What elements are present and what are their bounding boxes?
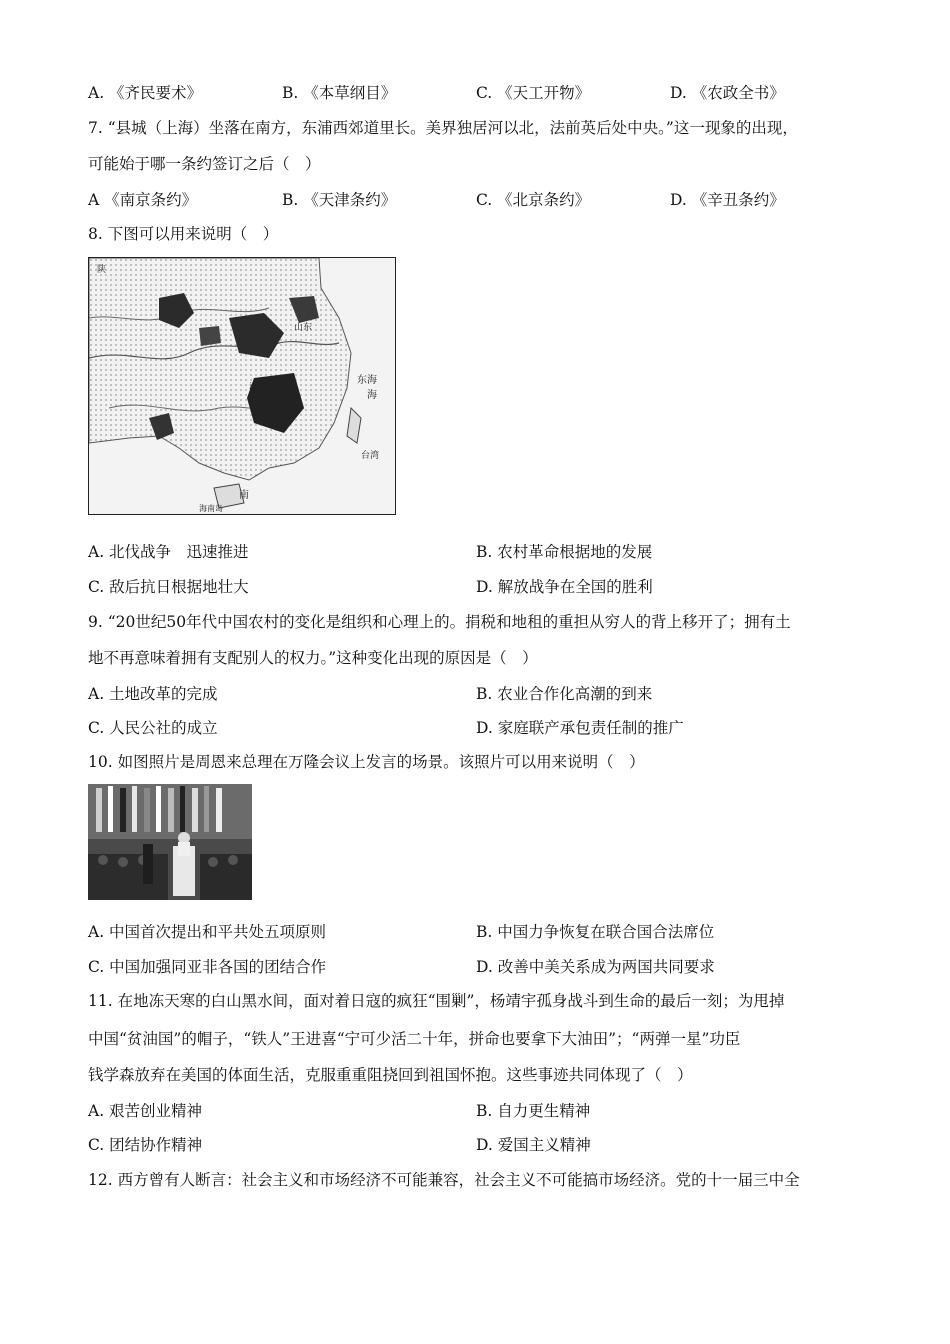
q8-option-d[interactable]: D. 解放战争在全国的胜利 (476, 578, 653, 596)
q6-option-d[interactable]: D. 《农政全书》 (670, 84, 785, 102)
q12-stem-line1: 12. 西方曾有人断言：社会主义和市场经济不可能兼容，社会主义不可能搞市场经济。党的十一届三中全 (88, 1171, 800, 1189)
q9-option-b[interactable]: B. 农业合作化高潮的到来 (476, 685, 653, 703)
q9-stem-line2: 地不再意味着拥有支配别人的权力。”这种变化出现的原因是（ ） (88, 649, 538, 667)
q9-option-a[interactable]: A. 土地改革的完成 (88, 685, 218, 703)
q8-option-c[interactable]: C. 敌后抗日根据地壮大 (88, 578, 249, 596)
q9-option-d[interactable]: D. 家庭联产承包责任制的推广 (476, 719, 684, 737)
q10-option-d[interactable]: D. 改善中美关系成为两国共同要求 (476, 958, 715, 976)
map-label: 海南岛 (199, 504, 223, 513)
q8-stem: 8. 下图可以用来说明（ ） (88, 225, 279, 243)
q11-option-a[interactable]: A. 艰苦创业精神 (88, 1102, 203, 1120)
q8-option-a[interactable]: A. 北伐战争 迅速推进 (88, 543, 249, 561)
q8-option-b[interactable]: B. 农村革命根据地的发展 (476, 543, 653, 561)
q7-option-b[interactable]: B. 《天津条约》 (282, 191, 397, 209)
q10-option-a[interactable]: A. 中国首次提出和平共处五项原则 (88, 923, 327, 941)
q7-stem-line1: 7. “县城（上海）坐落在南方，东浦西郊道里长。美界独居河以北，法前英后处中央。”这一现象的出现， (88, 119, 798, 137)
map-label: 南 (239, 490, 249, 501)
q10-option-b[interactable]: B. 中国力争恢复在联合国合法席位 (476, 923, 715, 941)
q11-stem-line3: 钱学森放弃在美国的体面生活，克服重重阻挠回到祖国怀抱。这些事迹共同体现了（ ） (88, 1066, 693, 1084)
q9-stem-line1: 9. “20世纪50年代中国农村的变化是组织和心理上的。捐税和地租的重担从穷人的背上移开了；拥有土 (88, 613, 791, 631)
q11-option-d[interactable]: D. 爱国主义精神 (476, 1136, 591, 1154)
map-label: 湖南 (249, 383, 268, 393)
map-drawing (89, 258, 395, 514)
q10-stem: 10. 如图照片是周恩来总理在万隆会议上发言的场景。该照片可以用来说明（ ） (88, 753, 645, 771)
map-label: 东海 (357, 375, 377, 386)
q6-option-b[interactable]: B. 《本草纲目》 (282, 84, 397, 102)
q6-option-c[interactable]: C. 《天工开物》 (476, 84, 591, 102)
q7-option-a[interactable]: A 《南京条约》 (88, 191, 198, 209)
q9-option-c[interactable]: C. 人民公社的成立 (88, 719, 218, 737)
q7-option-d[interactable]: D. 《辛丑条约》 (670, 191, 785, 209)
map-label: 山东 (294, 323, 313, 333)
bandung-conference-photo (88, 784, 252, 900)
q11-stem-line2: 中国“贫油国”的帽子，“铁人”王进喜“宁可少活二十年，拼命也要拿下大油田”；“两弹一星”功臣 (88, 1030, 741, 1048)
q11-option-c[interactable]: C. 团结协作精神 (88, 1136, 203, 1154)
q7-option-c[interactable]: C. 《北京条约》 (476, 191, 591, 209)
base-area-map (88, 257, 396, 515)
photo-drawing (88, 784, 252, 900)
q11-stem-line1: 11. 在地冻天寒的白山黑水间，面对着日寇的疯狂“围剿”，杨靖宇孤身战斗到生命的最后一刻；为甩掉 (88, 992, 785, 1010)
map-label: 陕 (97, 265, 107, 275)
q6-option-a[interactable]: A. 《齐民要术》 (88, 84, 203, 102)
q10-option-c[interactable]: C. 中国加强同亚非各国的团结合作 (88, 958, 327, 976)
q7-stem-line2: 可能始于哪一条约签订之后（ ） (88, 155, 321, 173)
map-label: 台湾 (361, 451, 380, 461)
map-label: 海 (367, 390, 377, 401)
q11-option-b[interactable]: B. 自力更生精神 (476, 1102, 591, 1120)
